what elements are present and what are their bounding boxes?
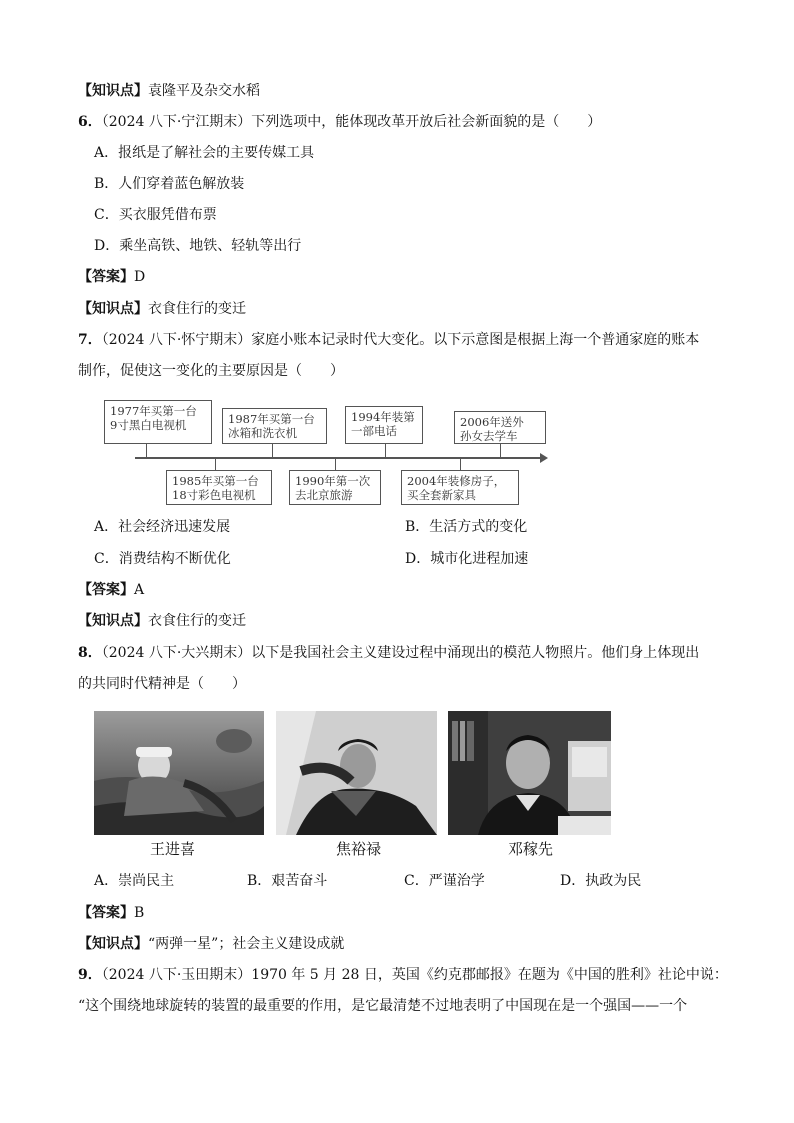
timeline-event-1977: 1977年买第一台 9寸黑白电视机 <box>104 400 212 444</box>
question-source: （2024 八下·玉田期末） <box>101 967 252 983</box>
q7-answer <box>78 581 144 599</box>
question-number: 8． <box>78 645 102 661</box>
q7-option-a: A．社会经济迅速发展 <box>94 519 231 535</box>
q6-option-c: C．买衣服凭借布票 <box>94 207 217 223</box>
kp-text: 衣食住行的变迁 <box>148 301 246 317</box>
kp-line-q5 <box>78 82 260 100</box>
connector <box>460 458 461 470</box>
question-source: （2024 八下·大兴期末） <box>101 645 252 661</box>
q6-option-d: D．乘坐高铁、地铁、轻轨等出行 <box>94 238 302 254</box>
question-number: 7． <box>78 332 102 348</box>
q8-option-c: C．严谨治学 <box>404 873 485 889</box>
timeline-arrow-icon <box>540 453 548 463</box>
timeline-event-1990: 1990年第一次 去北京旅游 <box>289 470 381 505</box>
q6-option-b: B．人们穿着蓝色解放装 <box>94 176 245 192</box>
q8-option-d: D．执政为民 <box>560 873 642 889</box>
question-number: 6． <box>78 114 102 130</box>
kp-tag: 【知识点】 <box>78 613 148 629</box>
q8-knowledge-point <box>78 935 344 953</box>
question-7-stem <box>78 331 699 349</box>
kp-text: 袁隆平及杂交水稻 <box>148 83 260 99</box>
q7-knowledge-point <box>78 612 246 630</box>
q8-answer <box>78 904 144 922</box>
question-text: 以下是我国社会主义建设过程中涌现出的模范人物照片。他们身上体现出 <box>251 645 700 661</box>
photo-deng-jiaxian <box>448 711 611 835</box>
answer-tag: 【答案】 <box>78 905 134 921</box>
kp-text: “两弹一星”；社会主义建设成就 <box>148 936 345 952</box>
kp-text: 衣食住行的变迁 <box>148 613 246 629</box>
answer-value: B <box>134 905 145 921</box>
question-9-stem-cont: “这个围绕地球旋转的装置的最重要的作用，是它最清楚不过地表明了中国现在是一个强国——一个 <box>78 998 688 1014</box>
question-9-stem <box>78 966 728 984</box>
q7-option-d: D．城市化进程加速 <box>405 551 529 567</box>
question-text: 1970 年 5 月 28 日，英国《约克郡邮报》在题为《中国的胜利》社论中说： <box>251 967 728 983</box>
photo-wang-jinxi <box>94 711 264 835</box>
question-8-stem <box>78 644 699 662</box>
q6-option-a: A．报纸是了解社会的主要传媒工具 <box>94 145 315 161</box>
photo-caption-1: 王进喜 <box>150 840 196 858</box>
timeline-event-2006: 2006年送外 孙女去学车 <box>454 411 546 444</box>
answer-tag: 【答案】 <box>78 269 134 285</box>
timeline-event-1985: 1985年买第一台 18寸彩色电视机 <box>166 470 272 505</box>
question-source: （2024 八下·宁江期末） <box>101 114 252 130</box>
timeline-axis <box>135 457 540 459</box>
q8-option-a: A．崇尚民主 <box>94 873 175 889</box>
kp-tag: 【知识点】 <box>78 301 148 317</box>
connector <box>335 458 336 470</box>
answer-tag: 【答案】 <box>78 582 134 598</box>
q7-option-c: C．消费结构不断优化 <box>94 551 231 567</box>
question-number: 9． <box>78 967 102 983</box>
question-7-stem-cont: 制作，促使这一变化的主要原因是（ ） <box>78 363 344 379</box>
question-source: （2024 八下·怀宁期末） <box>101 332 252 348</box>
answer-value: D <box>134 269 146 285</box>
photo-jiao-yulu <box>276 711 437 835</box>
q7-option-b: B．生活方式的变化 <box>405 519 528 535</box>
question-6-stem <box>78 113 601 131</box>
question-8-stem-cont: 的共同时代精神是（ ） <box>78 676 246 692</box>
kp-tag: 【知识点】 <box>78 936 148 952</box>
connector <box>500 443 501 458</box>
question-text: 家庭小账本记录时代大变化。以下示意图是根据上海一个普通家庭的账本 <box>251 332 700 348</box>
connector <box>385 443 386 458</box>
timeline-event-2004: 2004年装修房子， 买全套新家具 <box>401 470 519 505</box>
timeline-event-1994: 1994年装第 一部电话 <box>345 406 423 444</box>
q8-option-b: B．艰苦奋斗 <box>247 873 328 889</box>
timeline-event-1987: 1987年买第一台 冰箱和洗衣机 <box>222 408 327 444</box>
kp-tag: 【知识点】 <box>78 83 148 99</box>
q6-knowledge-point <box>78 300 246 318</box>
connector <box>146 443 147 458</box>
answer-value: A <box>134 582 145 598</box>
photo-caption-3: 邓稼先 <box>508 840 554 858</box>
connector <box>272 443 273 458</box>
q6-answer <box>78 268 145 286</box>
question-text: 下列选项中，能体现改革开放后社会新面貌的是（ ） <box>251 114 602 130</box>
photo-caption-2: 焦裕禄 <box>336 840 382 858</box>
connector <box>215 458 216 470</box>
